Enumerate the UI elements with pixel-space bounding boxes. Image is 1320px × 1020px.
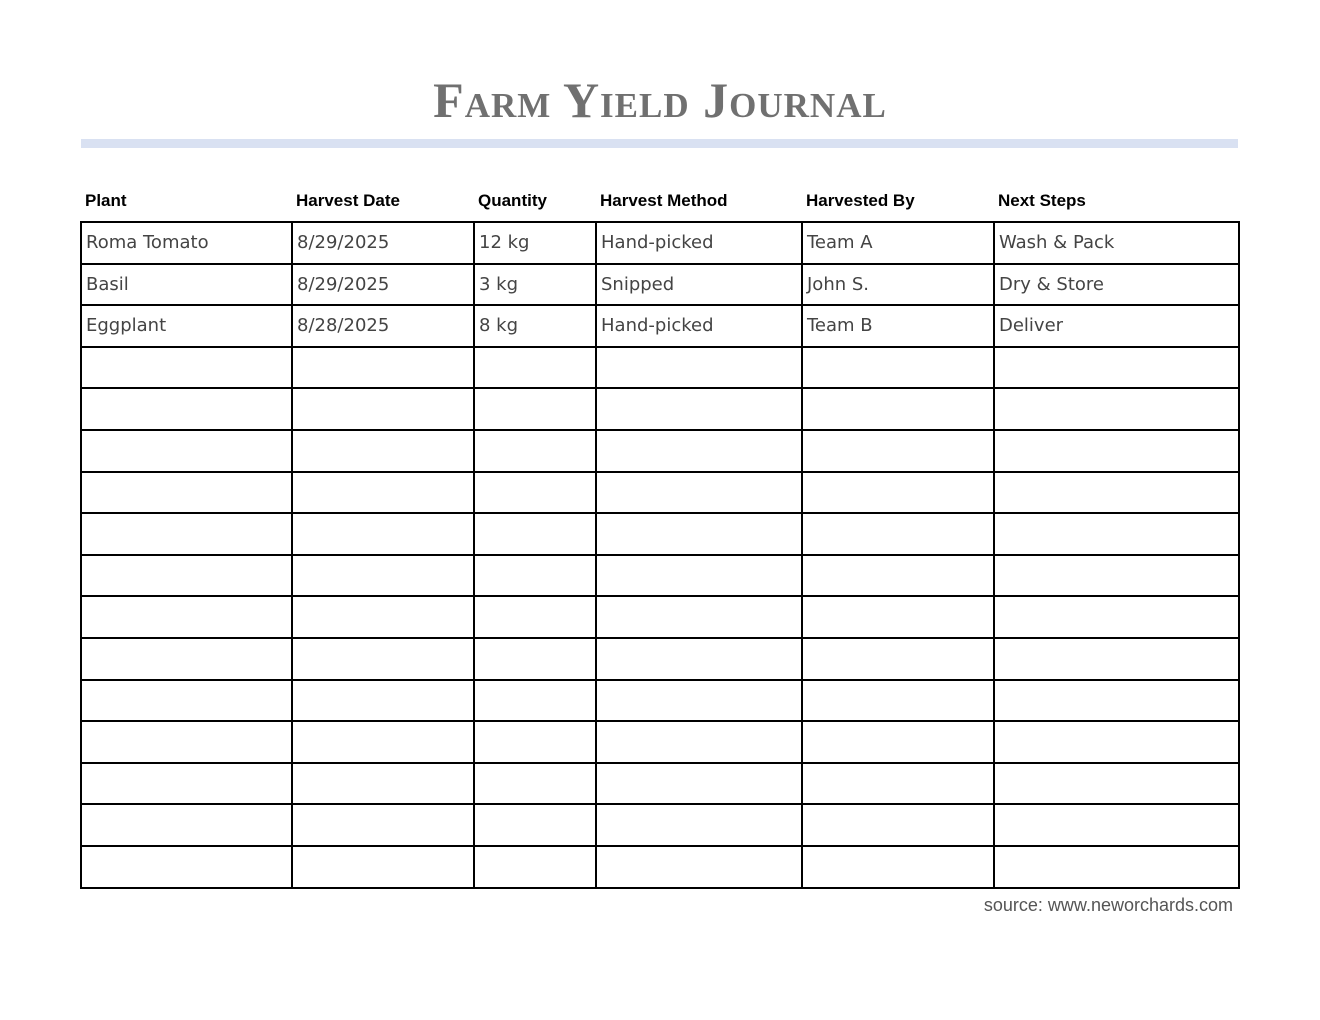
cell-plant[interactable] bbox=[81, 388, 292, 430]
table-row bbox=[81, 804, 1239, 846]
cell-quantity[interactable] bbox=[474, 596, 596, 638]
cell-harvest-method[interactable] bbox=[596, 555, 802, 597]
cell-plant[interactable]: Eggplant bbox=[81, 305, 292, 347]
table-row bbox=[81, 305, 1239, 347]
cell-harvest-method[interactable] bbox=[596, 721, 802, 763]
cell-harvest-date[interactable] bbox=[292, 472, 474, 514]
cell-next-steps[interactable] bbox=[994, 846, 1239, 888]
cell-quantity[interactable] bbox=[474, 347, 596, 389]
cell-harvest-method[interactable] bbox=[596, 804, 802, 846]
column-header-harvest-date: Harvest Date bbox=[292, 180, 474, 222]
cell-quantity[interactable] bbox=[474, 555, 596, 597]
cell-next-steps[interactable]: Dry & Store bbox=[994, 264, 1239, 306]
cell-quantity[interactable]: 3 kg bbox=[474, 264, 596, 306]
cell-quantity[interactable] bbox=[474, 763, 596, 805]
cell-harvest-date[interactable] bbox=[292, 680, 474, 722]
cell-next-steps[interactable] bbox=[994, 388, 1239, 430]
cell-plant[interactable] bbox=[81, 638, 292, 680]
cell-plant[interactable] bbox=[81, 513, 292, 555]
table-row bbox=[81, 721, 1239, 763]
cell-harvest-date[interactable]: 8/29/2025 bbox=[292, 222, 474, 264]
cell-next-steps[interactable] bbox=[994, 763, 1239, 805]
cell-harvest-method[interactable] bbox=[596, 472, 802, 514]
table-row bbox=[81, 388, 1239, 430]
cell-next-steps[interactable] bbox=[994, 804, 1239, 846]
cell-next-steps[interactable] bbox=[994, 596, 1239, 638]
cell-plant[interactable] bbox=[81, 763, 292, 805]
table-body bbox=[81, 222, 1239, 888]
cell-plant[interactable] bbox=[81, 347, 292, 389]
cell-quantity[interactable] bbox=[474, 680, 596, 722]
cell-next-steps[interactable]: Wash & Pack bbox=[994, 222, 1239, 264]
cell-harvested-by[interactable] bbox=[802, 347, 994, 389]
cell-harvest-date[interactable] bbox=[292, 430, 474, 472]
table-row bbox=[81, 222, 1239, 264]
cell-harvested-by[interactable]: John S. bbox=[802, 264, 994, 306]
table-row bbox=[81, 472, 1239, 514]
cell-harvested-by[interactable] bbox=[802, 763, 994, 805]
cell-quantity[interactable] bbox=[474, 472, 596, 514]
table-row bbox=[81, 264, 1239, 306]
table-row bbox=[81, 347, 1239, 389]
cell-harvest-method[interactable] bbox=[596, 513, 802, 555]
cell-quantity[interactable] bbox=[474, 430, 596, 472]
table-row bbox=[81, 596, 1239, 638]
table-row bbox=[81, 430, 1239, 472]
cell-next-steps[interactable] bbox=[994, 638, 1239, 680]
cell-harvested-by[interactable]: Team A bbox=[802, 222, 994, 264]
cell-harvest-method[interactable] bbox=[596, 596, 802, 638]
cell-next-steps[interactable]: Deliver bbox=[994, 305, 1239, 347]
cell-harvest-date[interactable] bbox=[292, 804, 474, 846]
header-row bbox=[81, 180, 1239, 222]
cell-harvested-by[interactable]: Team B bbox=[802, 305, 994, 347]
cell-harvested-by[interactable] bbox=[802, 804, 994, 846]
cell-harvest-date[interactable] bbox=[292, 638, 474, 680]
cell-harvested-by[interactable] bbox=[802, 430, 994, 472]
cell-plant[interactable] bbox=[81, 680, 292, 722]
cell-harvest-method[interactable]: Hand-picked bbox=[596, 222, 802, 264]
cell-harvest-date[interactable] bbox=[292, 513, 474, 555]
cell-harvested-by[interactable] bbox=[802, 721, 994, 763]
cell-next-steps[interactable] bbox=[994, 347, 1239, 389]
cell-quantity[interactable] bbox=[474, 721, 596, 763]
title-underline bbox=[81, 139, 1238, 148]
cell-harvest-date[interactable]: 8/29/2025 bbox=[292, 264, 474, 306]
table-row bbox=[81, 680, 1239, 722]
cell-quantity[interactable] bbox=[474, 638, 596, 680]
cell-plant[interactable]: Roma Tomato bbox=[81, 222, 292, 264]
cell-harvest-method[interactable] bbox=[596, 388, 802, 430]
cell-harvested-by[interactable] bbox=[802, 680, 994, 722]
cell-plant[interactable] bbox=[81, 430, 292, 472]
cell-harvested-by[interactable] bbox=[802, 472, 994, 514]
cell-harvest-method[interactable] bbox=[596, 846, 802, 888]
cell-harvest-method[interactable]: Snipped bbox=[596, 264, 802, 306]
table-row bbox=[81, 513, 1239, 555]
cell-harvest-date[interactable] bbox=[292, 388, 474, 430]
column-header-quantity: Quantity bbox=[474, 180, 596, 222]
cell-harvested-by[interactable] bbox=[802, 555, 994, 597]
cell-harvest-method[interactable] bbox=[596, 763, 802, 805]
cell-plant[interactable] bbox=[81, 846, 292, 888]
cell-harvest-date[interactable] bbox=[292, 846, 474, 888]
cell-quantity[interactable] bbox=[474, 388, 596, 430]
cell-harvested-by[interactable] bbox=[802, 638, 994, 680]
cell-next-steps[interactable] bbox=[994, 513, 1239, 555]
cell-harvest-method[interactable]: Hand-picked bbox=[596, 305, 802, 347]
cell-quantity[interactable] bbox=[474, 846, 596, 888]
column-header-harvest-method: Harvest Method bbox=[596, 180, 802, 222]
cell-harvest-method[interactable] bbox=[596, 347, 802, 389]
table-row bbox=[81, 763, 1239, 805]
cell-next-steps[interactable] bbox=[994, 472, 1239, 514]
page-title: Farm Yield Journal bbox=[433, 72, 887, 128]
table-row bbox=[81, 638, 1239, 680]
cell-harvest-date[interactable] bbox=[292, 347, 474, 389]
cell-plant[interactable] bbox=[81, 721, 292, 763]
cell-plant[interactable] bbox=[81, 804, 292, 846]
cell-next-steps[interactable] bbox=[994, 555, 1239, 597]
cell-harvest-method[interactable] bbox=[596, 680, 802, 722]
cell-harvested-by[interactable] bbox=[802, 596, 994, 638]
cell-next-steps[interactable] bbox=[994, 721, 1239, 763]
yield-table bbox=[80, 180, 1240, 889]
column-header-harvested-by: Harvested By bbox=[802, 180, 994, 222]
source-credit: source: www.neworchards.com bbox=[983, 895, 1233, 915]
cell-harvest-date[interactable] bbox=[292, 555, 474, 597]
cell-next-steps[interactable] bbox=[994, 430, 1239, 472]
table-row bbox=[81, 555, 1239, 597]
table-row bbox=[81, 846, 1239, 888]
cell-plant[interactable] bbox=[81, 555, 292, 597]
cell-harvest-date[interactable] bbox=[292, 596, 474, 638]
cell-harvest-date[interactable] bbox=[292, 721, 474, 763]
cell-harvest-date[interactable]: 8/28/2025 bbox=[292, 305, 474, 347]
cell-harvest-date[interactable] bbox=[292, 763, 474, 805]
cell-harvested-by[interactable] bbox=[802, 388, 994, 430]
cell-quantity[interactable]: 8 kg bbox=[474, 305, 596, 347]
cell-harvest-method[interactable] bbox=[596, 430, 802, 472]
cell-quantity[interactable]: 12 kg bbox=[474, 222, 596, 264]
column-header-next-steps: Next Steps bbox=[994, 180, 1239, 222]
cell-plant[interactable] bbox=[81, 596, 292, 638]
cell-plant[interactable]: Basil bbox=[81, 264, 292, 306]
cell-quantity[interactable] bbox=[474, 513, 596, 555]
cell-plant[interactable] bbox=[81, 472, 292, 514]
column-header-plant: Plant bbox=[81, 180, 292, 222]
cell-harvest-method[interactable] bbox=[596, 638, 802, 680]
cell-harvested-by[interactable] bbox=[802, 513, 994, 555]
cell-harvested-by[interactable] bbox=[802, 846, 994, 888]
cell-next-steps[interactable] bbox=[994, 680, 1239, 722]
cell-quantity[interactable] bbox=[474, 804, 596, 846]
